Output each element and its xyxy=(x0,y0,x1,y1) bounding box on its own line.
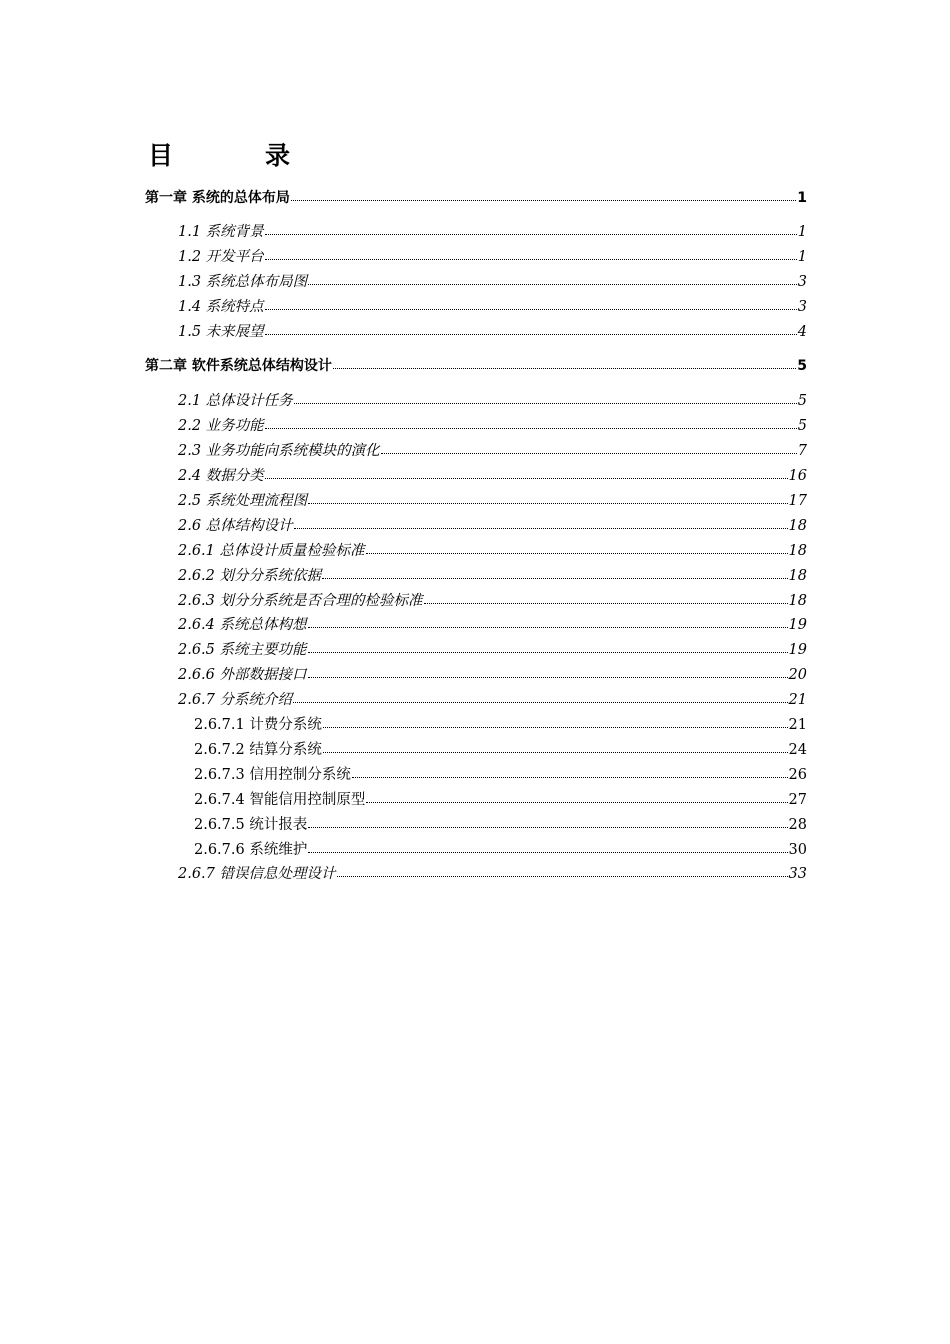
toc-dot-leader xyxy=(323,740,788,754)
toc-entry[interactable] xyxy=(178,272,807,290)
toc-entry-label: 2.2 业务功能 xyxy=(178,418,264,434)
toc-entry[interactable] xyxy=(194,740,807,758)
toc-page-number: 18 xyxy=(788,543,807,559)
toc-entry-label: 2.6.6 外部数据接口 xyxy=(178,667,307,683)
toc-entry-label: 1.1 系统背景 xyxy=(178,224,264,240)
toc-page-number: 17 xyxy=(788,493,807,509)
toc-dot-leader xyxy=(294,516,788,530)
toc-page-number: 26 xyxy=(788,767,807,783)
toc-entry-label: 2.6.7.6 系统维护 xyxy=(194,842,308,858)
toc-page-number: 21 xyxy=(788,692,807,708)
toc-entry[interactable] xyxy=(178,864,807,882)
toc-entry[interactable] xyxy=(194,765,807,783)
toc-entry-label: 第一章 系统的总体布局 xyxy=(145,190,290,206)
toc-page-number: 16 xyxy=(788,468,807,484)
toc-entry[interactable] xyxy=(194,790,807,808)
toc-entry-label: 1.4 系统特点 xyxy=(178,299,264,315)
toc-dot-leader xyxy=(308,640,788,654)
toc-dot-leader xyxy=(293,690,788,704)
toc-entry[interactable] xyxy=(178,566,807,584)
toc-page-number: 7 xyxy=(797,443,807,459)
toc-page-number: 3 xyxy=(797,274,807,290)
toc-page-number: 20 xyxy=(788,667,807,683)
toc-dot-leader xyxy=(291,188,796,202)
toc-entry-label: 2.6.7.1 计费分系统 xyxy=(194,717,322,733)
toc-page-number: 33 xyxy=(788,866,807,882)
toc-heading-char-2: 录 xyxy=(265,141,291,170)
toc-entry[interactable] xyxy=(178,491,807,509)
toc-dot-leader xyxy=(308,665,788,679)
toc-heading-char-1: 目 xyxy=(148,141,174,170)
toc-entry-label: 2.6.7.2 结算分系统 xyxy=(194,742,322,758)
toc-entry[interactable] xyxy=(194,815,807,833)
toc-dot-leader xyxy=(308,272,797,286)
toc-page-number: 27 xyxy=(788,792,807,808)
toc-page-number: 5 xyxy=(797,358,807,374)
toc-entry-label: 1.2 开发平台 xyxy=(178,249,264,265)
toc-dot-leader xyxy=(323,715,788,729)
toc-entry[interactable] xyxy=(178,591,807,609)
toc-dot-leader xyxy=(366,541,788,555)
toc-entry-label: 2.6.5 系统主要功能 xyxy=(178,642,307,658)
toc-dot-leader xyxy=(322,566,788,580)
toc-entry[interactable] xyxy=(178,247,807,265)
toc-page-number: 21 xyxy=(788,717,807,733)
toc-entry[interactable] xyxy=(178,665,807,683)
toc-dot-leader xyxy=(381,441,797,455)
toc-page-number: 30 xyxy=(788,842,807,858)
toc-dot-leader xyxy=(337,864,788,878)
toc-entry[interactable] xyxy=(145,188,807,206)
toc-dot-leader xyxy=(265,247,797,261)
toc-entry-label: 1.3 系统总体布局图 xyxy=(178,274,308,290)
toc-entry[interactable] xyxy=(194,840,807,858)
toc-dot-leader xyxy=(265,297,797,311)
toc-dot-leader xyxy=(294,391,797,405)
toc-dot-leader xyxy=(424,591,788,605)
toc-dot-leader xyxy=(308,815,787,829)
toc-entry-label: 2.6.4 系统总体构想 xyxy=(178,617,307,633)
toc-page-number: 1 xyxy=(797,224,807,240)
toc-entry-label: 2.6.7.3 信用控制分系统 xyxy=(194,767,351,783)
toc-dot-leader xyxy=(366,790,787,804)
toc-entry[interactable] xyxy=(178,222,807,240)
toc-dot-leader xyxy=(265,416,797,430)
toc-entry-label: 2.1 总体设计任务 xyxy=(178,393,293,409)
toc-page-number: 5 xyxy=(797,418,807,434)
toc-entry-label: 2.4 数据分类 xyxy=(178,468,264,484)
toc-dot-leader xyxy=(308,615,788,629)
toc-page-number: 3 xyxy=(797,299,807,315)
toc-entry[interactable] xyxy=(178,690,807,708)
toc-entry[interactable] xyxy=(178,640,807,658)
toc-page-number: 19 xyxy=(788,617,807,633)
toc-dot-leader xyxy=(265,222,797,236)
toc-page-number: 18 xyxy=(788,568,807,584)
toc-entry-label: 2.6.2 划分分系统依据 xyxy=(178,568,322,584)
toc-entry[interactable] xyxy=(178,615,807,633)
toc-dot-leader xyxy=(308,491,787,505)
toc-entry-label: 2.6.7.4 智能信用控制原型 xyxy=(194,792,366,808)
toc-entry[interactable] xyxy=(178,297,807,315)
toc-entry-label: 2.6.7 错误信息处理设计 xyxy=(178,866,336,882)
toc-entry[interactable] xyxy=(178,322,807,340)
toc-entry-label: 2.6.7 分系统介绍 xyxy=(178,692,293,708)
toc-entry[interactable] xyxy=(178,441,807,459)
toc-entry[interactable] xyxy=(145,356,807,374)
toc-entry[interactable] xyxy=(178,391,807,409)
toc-entry-label: 2.3 业务功能向系统模块的演化 xyxy=(178,443,380,459)
toc-page-number: 18 xyxy=(788,518,807,534)
toc-entry-label: 2.6.7.5 统计报表 xyxy=(194,817,308,833)
toc-dot-leader xyxy=(333,356,796,370)
toc-dot-leader xyxy=(265,322,797,336)
toc-entry[interactable] xyxy=(178,516,807,534)
toc-dot-leader xyxy=(308,840,787,854)
toc-entry[interactable] xyxy=(178,466,807,484)
toc-page-number: 5 xyxy=(797,393,807,409)
toc-entry[interactable] xyxy=(194,715,807,733)
toc-page-number: 18 xyxy=(788,593,807,609)
toc-entry-label: 2.6 总体结构设计 xyxy=(178,518,293,534)
toc-page-number: 28 xyxy=(788,817,807,833)
toc-entry-label: 1.5 未来展望 xyxy=(178,324,264,340)
toc-entry-label: 2.6.3 划分分系统是否合理的检验标准 xyxy=(178,593,423,609)
toc-page-number: 4 xyxy=(797,324,807,340)
toc-entry-label: 2.6.1 总体设计质量检验标准 xyxy=(178,543,365,559)
toc-entry[interactable] xyxy=(178,416,807,434)
toc-dot-leader xyxy=(352,765,788,779)
toc-page-number: 1 xyxy=(797,190,807,206)
toc-page-number: 24 xyxy=(788,742,807,758)
toc-entry-label: 2.5 系统处理流程图 xyxy=(178,493,308,509)
toc-entry-label: 第二章 软件系统总体结构设计 xyxy=(145,358,332,374)
toc-dot-leader xyxy=(265,466,788,480)
toc-entry[interactable] xyxy=(178,541,807,559)
toc-page-number: 19 xyxy=(788,642,807,658)
toc-page-number: 1 xyxy=(797,249,807,265)
toc-heading xyxy=(148,136,290,172)
